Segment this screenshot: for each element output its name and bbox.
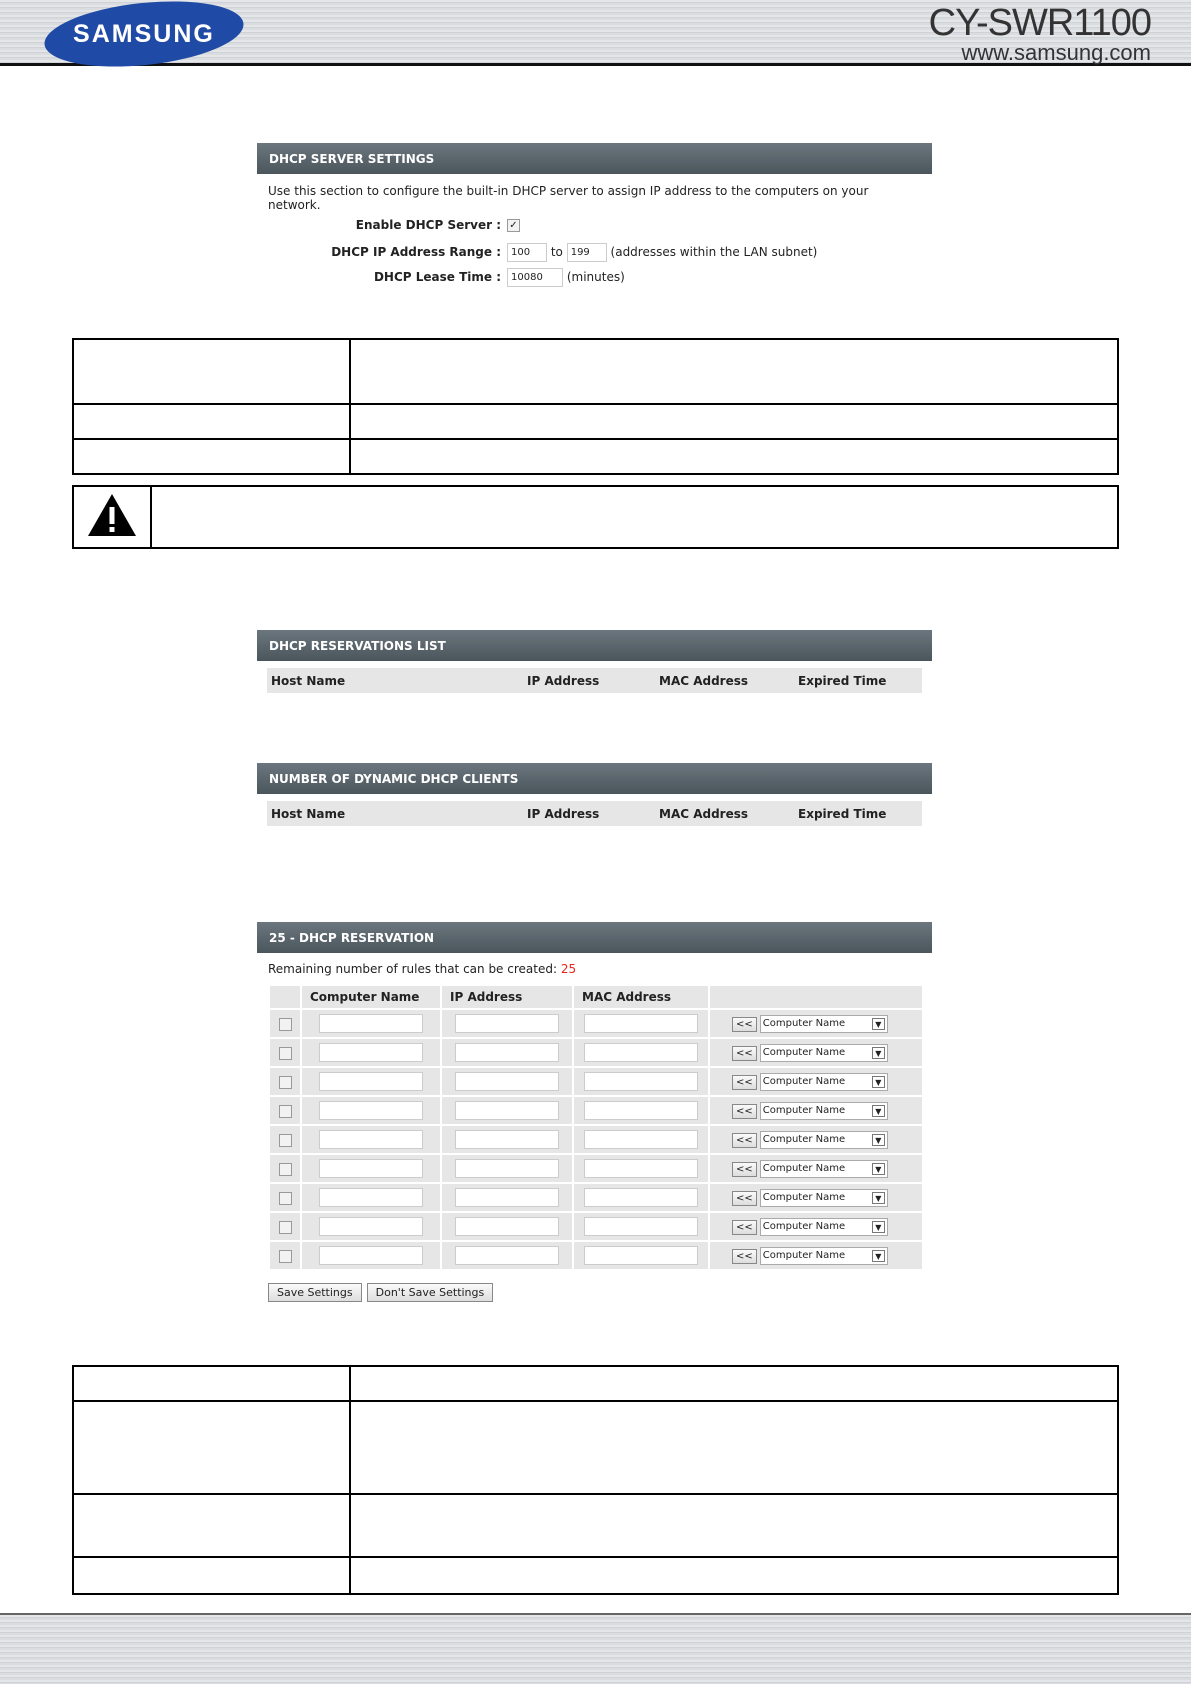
ip-address-input[interactable] [455,1072,559,1091]
select-value: Computer Name [762,1249,846,1261]
range-to-input[interactable]: 199 [567,243,607,262]
select-value: Computer Name [762,1046,846,1058]
reservation-table [268,984,924,1271]
row-checkbox[interactable] [279,1221,292,1234]
col-host: Host Name [271,806,346,821]
action-buttons [257,1271,932,1314]
reservation-row [270,1242,922,1269]
section-title: NUMBER OF DYNAMIC DHCP CLIENTS [257,763,932,794]
ip-address-input[interactable] [455,1130,559,1149]
computer-name-select[interactable] [760,1044,888,1062]
column-headers [267,668,922,693]
copy-button[interactable]: << [732,1162,757,1177]
chevron-down-icon: ▼ [872,1047,885,1059]
ip-address-input[interactable] [455,1014,559,1033]
chevron-down-icon: ▼ [872,1018,885,1030]
col-ip: IP Address [527,673,600,688]
warning-box [72,485,1119,549]
col-mac: MAC Address [574,986,708,1008]
enable-label: Enable DHCP Server : [355,218,501,232]
copy-button[interactable]: << [732,1104,757,1119]
mac-address-input[interactable] [584,1072,698,1091]
mac-address-input[interactable] [584,1217,698,1236]
reservation-row [270,1184,922,1211]
section-title: DHCP RESERVATIONS LIST [257,630,932,661]
remaining-text [257,953,932,984]
computer-name-select[interactable] [760,1189,888,1207]
col-ip: IP Address [527,806,600,821]
row-checkbox[interactable] [279,1018,292,1031]
computer-name-input[interactable] [319,1246,423,1265]
section-title: DHCP SERVER SETTINGS [257,143,932,174]
section-title: 25 - DHCP RESERVATION [257,922,932,953]
col-mac: MAC Address [659,673,749,688]
mac-address-input[interactable] [584,1130,698,1149]
computer-name-select[interactable] [760,1218,888,1236]
enable-dhcp-checkbox[interactable]: ✓ [507,219,520,232]
page-header [0,0,1191,66]
mac-address-input[interactable] [584,1159,698,1178]
col-expired: Expired Time [798,806,887,821]
dhcp-reservations-list [257,630,932,693]
settings-description-table [72,338,1119,475]
chevron-down-icon: ▼ [872,1192,885,1204]
row-checkbox[interactable] [279,1134,292,1147]
computer-name-input[interactable] [319,1072,423,1091]
mac-address-input[interactable] [584,1043,698,1062]
chevron-down-icon: ▼ [872,1221,885,1233]
to-label: to [550,245,563,259]
copy-button[interactable]: << [732,1133,757,1148]
computer-name-select[interactable] [760,1131,888,1149]
row-checkbox[interactable] [279,1047,292,1060]
lease-input[interactable]: 10080 [507,268,563,287]
col-expired: Expired Time [798,673,887,688]
lease-label: DHCP Lease Time : [373,270,501,284]
remaining-count: 25 [560,962,577,976]
intro-text: Use this section to configure the built-in DHCP server to assign IP address to the computers on your network. [268,184,869,212]
mac-address-input[interactable] [584,1246,698,1265]
computer-name-select[interactable] [760,1015,888,1033]
col-ip: IP Address [442,986,572,1008]
row-checkbox[interactable] [279,1076,292,1089]
column-headers [267,801,922,826]
ip-address-input[interactable] [455,1043,559,1062]
range-note: (addresses within the LAN subnet) [610,245,818,259]
chevron-down-icon: ▼ [872,1105,885,1117]
select-value: Computer Name [762,1220,846,1232]
reservation-row [270,1039,922,1066]
copy-button[interactable]: << [732,1249,757,1264]
warning-icon [86,492,138,538]
row-checkbox[interactable] [279,1163,292,1176]
computer-name-select[interactable] [760,1160,888,1178]
ip-address-input[interactable] [455,1101,559,1120]
copy-button[interactable]: << [732,1191,757,1206]
dhcp-reservation [257,922,932,1314]
computer-name-select[interactable] [760,1073,888,1091]
copy-button[interactable]: << [732,1075,757,1090]
computer-name-input[interactable] [319,1043,423,1062]
computer-name-input[interactable] [319,1188,423,1207]
col-computer-name: Computer Name [302,986,440,1008]
copy-button[interactable]: << [732,1220,757,1235]
dhcp-server-settings [257,143,932,293]
range-label: DHCP IP Address Range : [331,245,501,259]
reservation-row [270,1213,922,1240]
chevron-down-icon: ▼ [872,1134,885,1146]
computer-name-select[interactable] [760,1247,888,1265]
computer-name-input[interactable] [319,1014,423,1033]
ip-address-input[interactable] [455,1159,559,1178]
row-checkbox[interactable] [279,1192,292,1205]
dont-save-settings-button[interactable]: Don't Save Settings [367,1283,494,1302]
select-value: Computer Name [762,1017,846,1029]
computer-name-input[interactable] [319,1101,423,1120]
select-value: Computer Name [762,1075,846,1087]
lease-note: (minutes) [566,270,625,284]
copy-button[interactable]: << [732,1017,757,1032]
chevron-down-icon: ▼ [872,1076,885,1088]
select-value: Computer Name [762,1191,846,1203]
ip-address-input[interactable] [455,1246,559,1265]
mac-address-input[interactable] [584,1101,698,1120]
save-settings-button[interactable]: Save Settings [268,1283,362,1302]
reservation-row [270,1155,922,1182]
page-footer [0,1613,1191,1684]
row-checkbox[interactable] [279,1105,292,1118]
dynamic-dhcp-clients [257,763,932,826]
computer-name-input[interactable] [319,1217,423,1236]
reservation-row [270,1126,922,1153]
mac-address-input[interactable] [584,1014,698,1033]
computer-name-select[interactable] [760,1102,888,1120]
website: www.samsung.com [961,40,1151,65]
reservation-row [270,1097,922,1124]
select-value: Computer Name [762,1104,846,1116]
row-checkbox[interactable] [279,1250,292,1263]
copy-button[interactable]: << [732,1046,757,1061]
col-host: Host Name [271,673,346,688]
reservation-row [270,1068,922,1095]
model-block [929,4,1151,64]
samsung-logo: SAMSUNG [41,0,246,75]
remaining-label: Remaining number of rules that can be created: [268,962,558,976]
mac-address-input[interactable] [584,1188,698,1207]
reservation-description-table [72,1365,1119,1595]
computer-name-input[interactable] [319,1159,423,1178]
model-name: CY-SWR1100 [928,2,1151,44]
ip-address-input[interactable] [455,1217,559,1236]
ip-address-input[interactable] [455,1188,559,1207]
range-from-input[interactable]: 100 [507,243,547,262]
computer-name-input[interactable] [319,1130,423,1149]
col-mac: MAC Address [659,806,749,821]
chevron-down-icon: ▼ [872,1250,885,1262]
select-value: Computer Name [762,1162,846,1174]
select-value: Computer Name [762,1133,846,1145]
reservation-row [270,1010,922,1037]
chevron-down-icon: ▼ [872,1163,885,1175]
